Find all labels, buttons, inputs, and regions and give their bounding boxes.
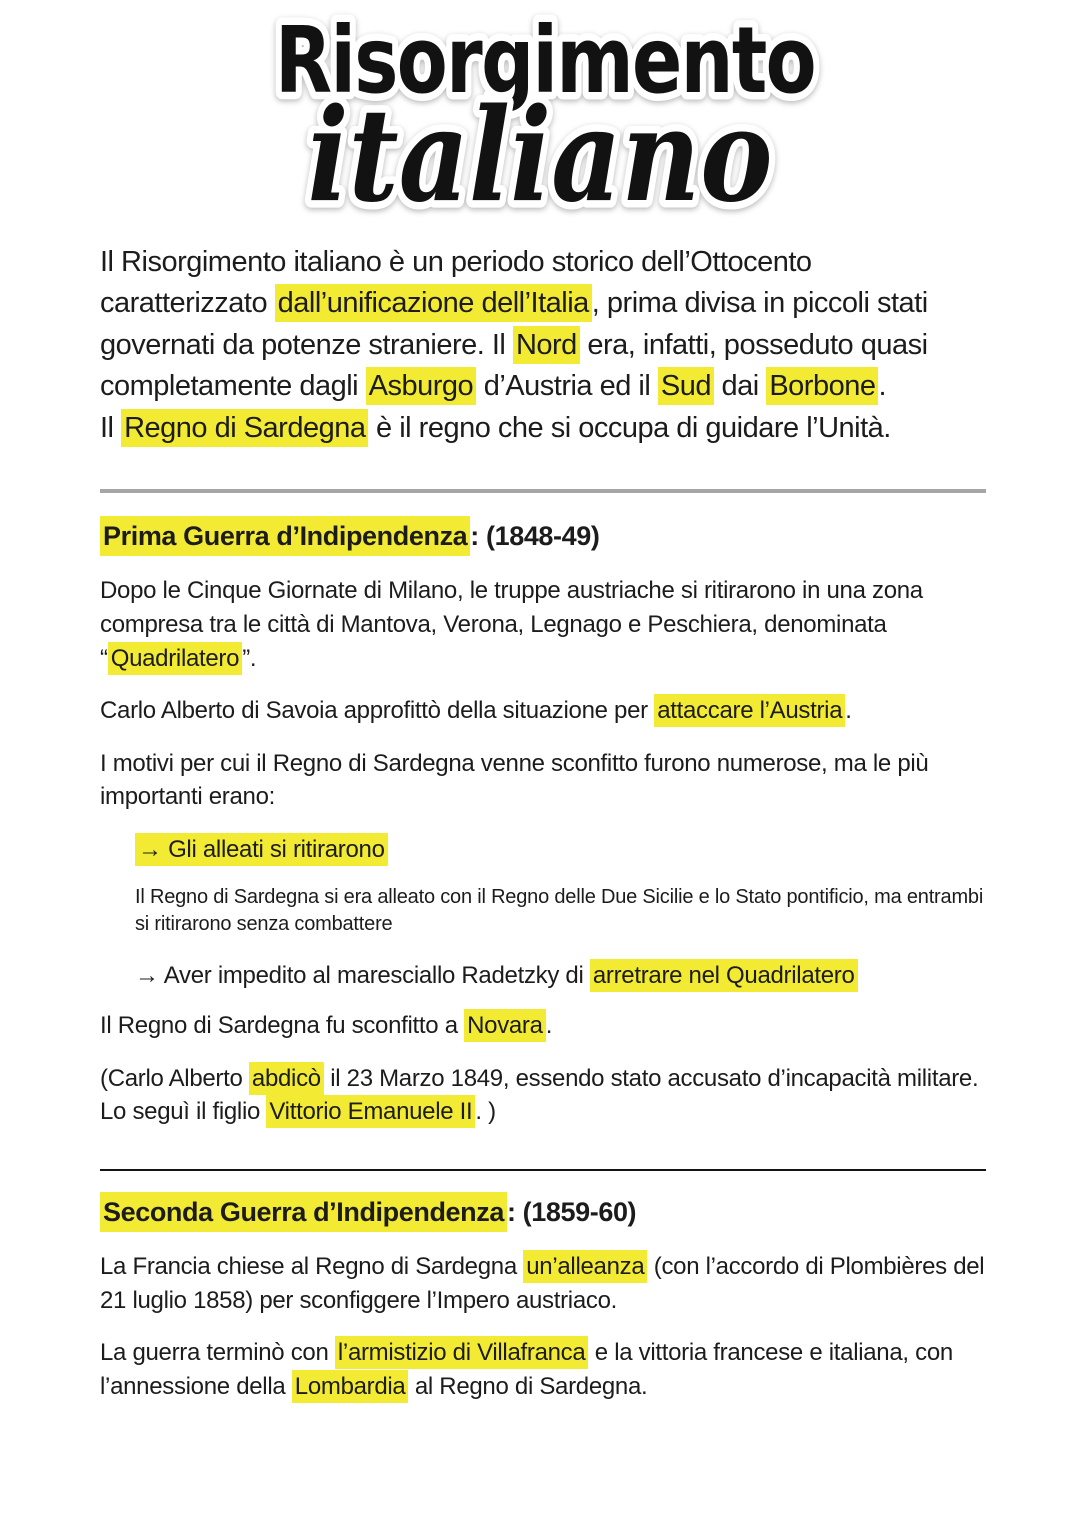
- text-segment: , prima divisa in piccoli stati governati da potenze straniere. Il: [100, 287, 928, 361]
- text-segment: Il Regno di Sardegna si era alleato con il Regno delle Due Sicilie e lo Stato pontificio, ma entrambi si ritirarono senza combattere: [135, 885, 984, 936]
- highlighted-text: Asburgo: [366, 367, 477, 405]
- text-segment: : (1859-60): [506, 1197, 637, 1228]
- paragraph: [100, 1336, 986, 1403]
- paragraph: [100, 1250, 986, 1317]
- section-divider: [100, 1169, 986, 1171]
- arrow-list-item: [135, 833, 986, 867]
- text-segment: (Carlo Alberto: [100, 1064, 249, 1092]
- highlighted-text: Vittorio Emanuele II: [266, 1095, 475, 1128]
- highlighted-text: un’alleanza: [523, 1250, 647, 1283]
- text-segment: è il regno che si occupa di guidare l’Unità.: [368, 411, 891, 444]
- title-sticker: [0, 0, 1080, 238]
- section-prima-guerra: [100, 489, 986, 1129]
- text-segment: .: [845, 697, 852, 725]
- intro-paragraph: [100, 242, 986, 449]
- text-segment: d’Austria ed il: [476, 370, 658, 403]
- text-segment: La guerra terminò con: [100, 1339, 335, 1367]
- highlighted-text: Quadrilatero: [108, 642, 242, 675]
- text-segment: e la vittoria francese e italiana, con l’annessione della: [100, 1339, 953, 1400]
- text-segment: al Regno di Sardegna.: [408, 1372, 648, 1400]
- paragraph: [100, 694, 986, 728]
- text-segment: dai: [713, 370, 767, 403]
- section-seconda-guerra: [100, 1169, 986, 1403]
- text-segment: .: [545, 1012, 553, 1040]
- paragraph: [100, 1009, 986, 1043]
- highlighted-text: Lombardia: [292, 1370, 409, 1403]
- paragraph: [100, 574, 986, 675]
- highlighted-text: Nord: [513, 326, 580, 364]
- text-segment: . ): [475, 1098, 496, 1126]
- highlighted-text: Regno di Sardegna: [121, 409, 368, 447]
- text-segment: era, infatti, posseduto quasi completamente dagli: [100, 328, 928, 403]
- highlighted-text: arretrare nel Quadrilatero: [590, 959, 858, 992]
- text-segment: : (1848-49): [470, 521, 600, 552]
- sub-note: [135, 884, 986, 939]
- text-segment: Carlo Alberto di Savoia approfittò della situazione per: [100, 697, 655, 725]
- title-line-2: italiano: [307, 81, 773, 231]
- text-segment: Il: [100, 411, 122, 444]
- text-segment: (con l’accordo di Plombières del 21 luglio 1858) per sconfiggere l’Impero austriaco.: [100, 1253, 985, 1314]
- section-heading: [100, 1197, 986, 1228]
- highlighted-text: attaccare l’Austria: [654, 694, 845, 727]
- arrow-list-item: [135, 959, 986, 993]
- text-segment: .: [878, 370, 887, 403]
- document-content: [100, 242, 986, 1403]
- highlighted-text: dall’unificazione dell’Italia: [275, 284, 592, 322]
- highlighted-text: → Gli alleati si ritirarono: [135, 833, 388, 866]
- highlighted-text: Prima Guerra d’Indipendenza: [100, 516, 470, 556]
- text-segment: I motivi per cui il Regno di Sardegna venne sconfitto furono numerose, ma le più importanti erano:: [100, 749, 929, 811]
- section-heading: [100, 521, 986, 552]
- highlighted-text: l’armistizio di Villafranca: [335, 1336, 589, 1369]
- highlighted-text: Seconda Guerra d’Indipendenza: [100, 1192, 507, 1232]
- paragraph: [100, 747, 986, 814]
- title-line-1: Risorgimento: [275, 7, 815, 114]
- section-divider: [100, 489, 986, 493]
- text-segment: ”.: [242, 644, 257, 672]
- text-segment: La Francia chiese al Regno di Sardegna: [100, 1253, 524, 1281]
- text-segment: il 23 Marzo 1849, essendo stato accusato d’incapacità militare. Lo seguì il figlio: [100, 1064, 979, 1126]
- highlighted-text: Sud: [658, 367, 714, 405]
- text-segment: → Aver impedito al maresciallo Radetzky di: [135, 961, 590, 989]
- text-segment: Dopo le Cinque Giornate di Milano, le truppe austriache si ritirarono in una zona compresa tra le città di Mantova, Verona, Legnago e Peschiera, denominata “: [100, 577, 923, 672]
- text-segment: Il Regno di Sardegna fu sconfitto a: [100, 1012, 465, 1040]
- page-title: [0, 0, 1080, 238]
- highlighted-text: Borbone: [766, 367, 878, 405]
- text-segment: Il Risorgimento italiano è un periodo storico dell’Ottocento caratterizzato: [100, 246, 812, 320]
- highlighted-text: abdicò: [249, 1062, 324, 1095]
- highlighted-text: Novara: [464, 1009, 546, 1042]
- paragraph: [100, 1062, 986, 1129]
